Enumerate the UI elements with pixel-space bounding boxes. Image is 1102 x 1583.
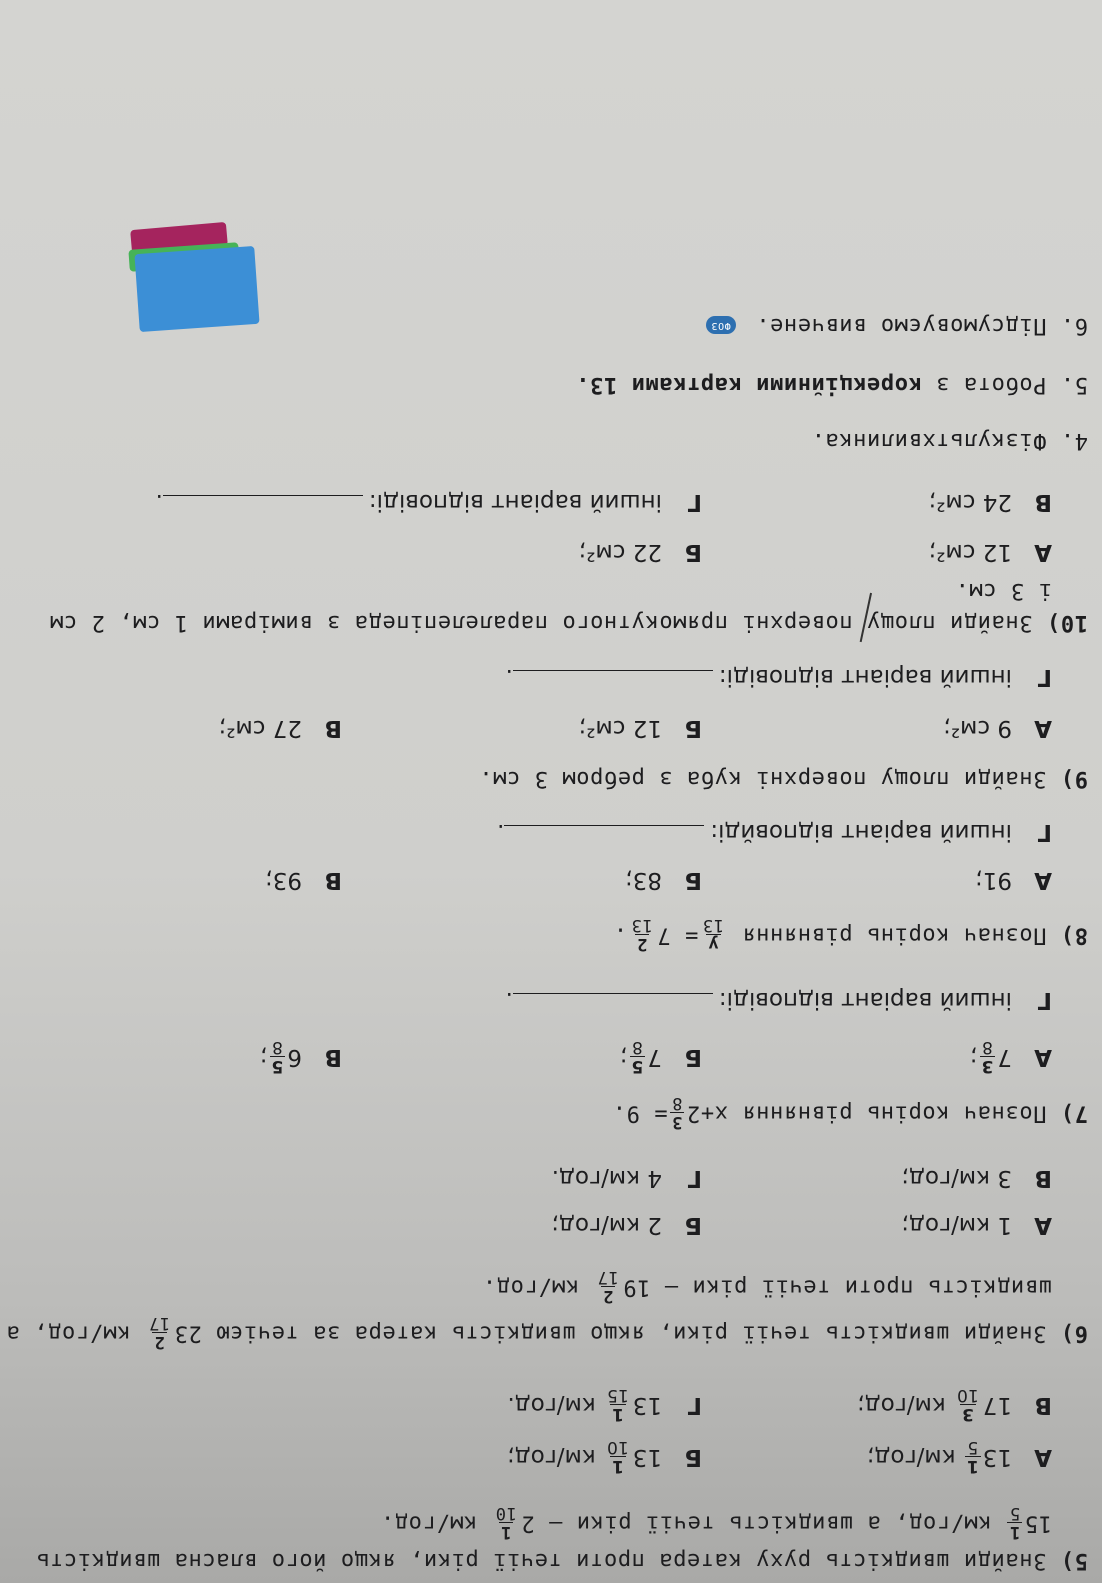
q10-text-a: Знайди площу поверхні прямокутного паралелепіпеда з вимірами 1 см, 2 см <box>49 610 1033 635</box>
q6-a-letter: А <box>1034 1212 1052 1238</box>
q9-option-b[interactable] <box>578 715 702 741</box>
q7-a-end: ; <box>969 1044 978 1070</box>
q6-downstream-frac <box>146 1314 172 1351</box>
q6-a-text: 1 км/год; <box>901 1212 1012 1238</box>
q8-v-letter: В <box>324 867 342 893</box>
q5-b-den: 10 <box>607 1437 629 1457</box>
q9-number: 9) <box>1060 766 1088 791</box>
q7-v-den: 8 <box>272 1037 283 1057</box>
q7-number: 7) <box>1060 1100 1088 1126</box>
step-5-text: 5. Робота з <box>935 372 1088 397</box>
q7-v-num: 5 <box>271 1056 284 1076</box>
q6-line-1 <box>6 1314 1088 1351</box>
q6-b-text: 2 км/год; <box>551 1212 662 1238</box>
q7-a-letter: А <box>1034 1044 1052 1070</box>
q7-g-end: . <box>505 987 513 1013</box>
q7-b-frac <box>630 1038 646 1075</box>
q8-option-a[interactable] <box>975 867 1052 893</box>
q7-b-letter: Б <box>684 1044 702 1070</box>
q7-a-den: 8 <box>982 1037 993 1057</box>
q7-line <box>612 1094 1088 1131</box>
q10-option-b[interactable] <box>578 539 702 565</box>
q5-value-den: 5 <box>1009 1503 1021 1523</box>
q10-v-text: 24 см²; <box>928 489 1012 515</box>
q10-number: 10) <box>1046 610 1088 635</box>
q7-g-letter: Г <box>1037 987 1052 1013</box>
q10-b-text: 22 см²; <box>578 539 662 565</box>
q9-option-g[interactable] <box>506 664 1052 690</box>
q5-g-frac <box>605 1386 631 1423</box>
q6-number: 6) <box>1060 1320 1088 1346</box>
q8-g-letter: Г <box>1037 819 1052 845</box>
q10-v-letter: В <box>1034 489 1052 515</box>
q8-a-text: 91; <box>974 867 1012 893</box>
q8-line <box>613 916 1088 953</box>
q6-option-a[interactable] <box>901 1212 1052 1238</box>
q5-value-num: 1 <box>1009 1522 1021 1542</box>
q5-line-2 <box>380 1504 1052 1541</box>
q10-a-text: 12 см²; <box>928 539 1012 565</box>
q6-text-b: швидкість проти течії ріки — <box>664 1274 1052 1300</box>
q8-number: 8) <box>1060 922 1088 948</box>
card-blue <box>134 246 259 332</box>
q8-g-end: . <box>497 819 505 845</box>
q9-b-text: 12 см²; <box>578 715 662 741</box>
q9-option-v[interactable] <box>218 715 342 741</box>
q5-option-v[interactable] <box>857 1386 1052 1423</box>
q7-v-whole: 6 <box>287 1044 302 1070</box>
q7-eq-num: 3 <box>671 1112 683 1132</box>
q7-eq-pre: x+2 <box>686 1100 728 1126</box>
q6-downstream-num: 2 <box>153 1332 165 1352</box>
q5-b-frac <box>605 1438 631 1475</box>
q5-g-den: 15 <box>607 1385 629 1405</box>
q9-v-letter: В <box>324 715 342 741</box>
q8-text: Познач корінь рівняння <box>741 922 1047 948</box>
q5-text-a: Знайди швидкість руху катера проти течії ріки, якщо його власна швидкість <box>35 1548 1047 1573</box>
q10-b-letter: Б <box>684 539 702 565</box>
q10-answer-blank[interactable] <box>163 495 363 496</box>
q5-a-whole: 13 <box>982 1444 1012 1470</box>
q7-option-a[interactable] <box>970 1038 1052 1075</box>
q5-option-b[interactable] <box>507 1438 702 1475</box>
q8-eq-frac <box>700 916 726 953</box>
q7-v-end: ; <box>259 1044 268 1070</box>
q10-g-text: інший варіант відповіді: <box>368 489 662 515</box>
q5-g-whole: 13 <box>632 1392 662 1418</box>
q6-option-g[interactable] <box>552 1165 702 1191</box>
q9-line <box>479 766 1088 791</box>
q7-g-text: інший варіант відповіді: <box>718 987 1012 1013</box>
q6-text-a-end: км/год, а <box>6 1320 131 1346</box>
q8-a-letter: А <box>1034 867 1052 893</box>
q5-text-end: км/год. <box>380 1510 478 1536</box>
q7-option-b[interactable] <box>620 1038 702 1075</box>
q6-line-2 <box>482 1268 1052 1305</box>
q5-g-unit: км/год. <box>507 1392 596 1418</box>
q8-option-v[interactable] <box>265 867 342 893</box>
step-4-text: 4. Фізкультхвилинка. <box>811 428 1088 453</box>
q7-b-whole: 7 <box>647 1044 662 1070</box>
q5-a-letter: А <box>1034 1444 1052 1470</box>
q10-text-b: і 3 см. <box>955 578 1052 603</box>
q8-eq-mid: = 7 <box>656 922 699 948</box>
q5-v-unit: км/год; <box>856 1392 946 1418</box>
q10-line-2 <box>955 578 1052 603</box>
q6-downstream-den: 17 <box>148 1313 171 1333</box>
q5-line-1 <box>36 1548 1088 1573</box>
q8-eq-frac2 <box>629 916 655 953</box>
q8-eq-den: 13 <box>702 915 724 935</box>
q5-a-den: 5 <box>967 1437 979 1457</box>
q5-v-letter: В <box>1034 1392 1052 1418</box>
q9-answer-blank[interactable] <box>513 670 713 671</box>
q5-a-frac <box>965 1438 981 1475</box>
q6-v-letter: В <box>1034 1165 1052 1191</box>
q5-v-whole: 17 <box>982 1392 1012 1418</box>
q8-g-text: інший варіант відповйді: <box>710 819 1012 845</box>
q6-downstream-whole: 23 <box>174 1320 202 1346</box>
q5-a-num: 1 <box>966 1456 979 1476</box>
q5-b-whole: 13 <box>632 1444 662 1470</box>
q8-answer-blank[interactable] <box>504 825 704 826</box>
q5-v-frac <box>955 1386 981 1423</box>
correction-cards-icon <box>107 218 257 328</box>
q6-v-text: 3 км/год; <box>901 1165 1012 1191</box>
q6-option-v[interactable] <box>901 1165 1052 1191</box>
q7-b-num: 5 <box>631 1056 644 1076</box>
q6-text-a: Знайди швидкість течії ріки, якщо швидкість катера за течією <box>215 1320 1047 1346</box>
q5-flow-frac <box>493 1504 519 1541</box>
q10-option-a[interactable] <box>928 539 1052 565</box>
q7-answer-blank[interactable] <box>513 993 713 994</box>
q5-v-den: 10 <box>957 1385 979 1405</box>
q8-option-b[interactable] <box>625 867 702 893</box>
q5-v-num: 3 <box>961 1404 974 1424</box>
q5-option-g[interactable] <box>507 1386 702 1423</box>
q5-number: 5) <box>1060 1548 1088 1573</box>
q7-eq-frac <box>670 1094 685 1131</box>
q5-g-letter: Г <box>687 1392 702 1418</box>
q5-option-a[interactable] <box>867 1438 1052 1475</box>
q5-a-unit: км/год; <box>866 1444 956 1470</box>
foz-badge-icon: ФОЗ <box>706 316 736 334</box>
q7-option-g[interactable] <box>506 987 1052 1013</box>
q8-eq-end: . <box>613 922 628 948</box>
q6-upstream-num: 2 <box>602 1286 614 1306</box>
step-5-bold-text: корекційними картками 13. <box>575 372 922 397</box>
q8-option-g[interactable] <box>497 819 1052 845</box>
q9-a-text: 9 см²; <box>943 715 1012 741</box>
q10-line-1 <box>50 610 1088 635</box>
q8-b-letter: Б <box>684 867 702 893</box>
q6-upstream-frac <box>595 1268 621 1305</box>
q7-b-den: 8 <box>632 1037 643 1057</box>
q6-g-text: 4 км/год. <box>551 1165 662 1191</box>
q5-g-num: 1 <box>611 1404 624 1424</box>
q9-a-letter: А <box>1034 715 1052 741</box>
q8-eq-num2: 2 <box>636 934 648 954</box>
q10-option-v[interactable] <box>928 489 1052 515</box>
q6-b-letter: Б <box>684 1212 702 1238</box>
q6-upstream-whole: 19 <box>622 1274 651 1300</box>
q9-option-a[interactable] <box>943 715 1052 741</box>
q8-v-text: 93; <box>264 867 302 893</box>
q5-text-mid: км/год, а швидкість течії ріки — <box>548 1510 992 1536</box>
q10-a-letter: А <box>1034 539 1052 565</box>
step-5 <box>576 372 1088 397</box>
q10-g-letter: Г <box>687 489 702 515</box>
q9-b-letter: Б <box>684 715 702 741</box>
q7-b-end: ; <box>619 1044 628 1070</box>
q10-option-g[interactable] <box>156 489 702 515</box>
q7-a-whole: 7 <box>997 1044 1012 1070</box>
q5-b-letter: Б <box>684 1444 702 1470</box>
q9-g-letter: Г <box>1037 664 1052 690</box>
q6-g-letter: Г <box>687 1165 702 1191</box>
q7-v-letter: В <box>324 1044 342 1070</box>
q9-g-end: . <box>505 664 513 690</box>
q5-flow-whole: 2 <box>520 1510 535 1536</box>
q6-text-b-end: км/год. <box>482 1274 580 1300</box>
q7-option-v[interactable] <box>260 1038 342 1075</box>
q9-v-text: 27 см²; <box>218 715 302 741</box>
q5-value-whole: 15 <box>1024 1510 1052 1536</box>
step-6 <box>706 313 1088 338</box>
step-4 <box>811 428 1088 453</box>
q7-eq-den: 8 <box>671 1093 683 1113</box>
q5-b-num: 1 <box>611 1456 624 1476</box>
q5-flow-den: 10 <box>495 1503 517 1523</box>
q6-upstream-den: 17 <box>597 1267 619 1287</box>
q7-text: Познач корінь рівняння <box>741 1100 1047 1126</box>
q7-v-frac <box>270 1038 286 1075</box>
q5-flow-num: 1 <box>500 1522 512 1542</box>
q5-b-unit: км/год; <box>506 1444 596 1470</box>
q9-text: Знайди площу поверхні куба з ребром 3 см. <box>478 766 1047 791</box>
q8-b-text: 83; <box>624 867 662 893</box>
q7-eq-post: = 9. <box>612 1100 668 1126</box>
q7-a-num: 3 <box>981 1056 994 1076</box>
q8-eq-den2: 13 <box>631 915 653 935</box>
step-6-text: 6. Підсумовуємо вивчене. <box>755 313 1088 338</box>
q5-value-frac <box>1007 1504 1022 1541</box>
q6-option-b[interactable] <box>551 1212 702 1238</box>
q8-eq-num: y <box>707 934 719 954</box>
q7-a-frac <box>980 1038 996 1075</box>
q9-g-text: інший варіант відповіді: <box>718 664 1012 690</box>
q10-g-end: . <box>155 489 163 515</box>
